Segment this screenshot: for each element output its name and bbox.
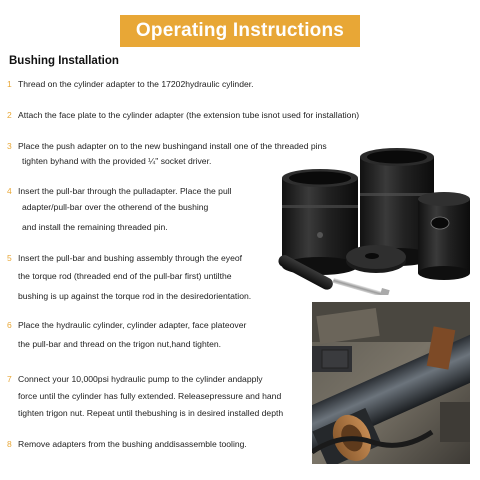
step-number: 2 [7,110,12,120]
step-number: 1 [7,79,12,89]
face-plate [346,245,406,273]
title-banner [120,15,360,47]
step-number: 4 [7,186,12,196]
step-text: Place the push adapter on to the new bushingand install one of the threaded pins [18,141,327,151]
step-text: tighten trigon nut. Repeat until thebushing is in desired installed depth [18,408,284,418]
bushing-tool-set-illustration [268,145,480,295]
step-text: force until the cylinder has fully extended. Releasepressure and hand [18,391,282,401]
page-title: Operating Instructions [135,20,345,41]
step-text: bushing is up against the torque rod in the desiredorientation. [18,291,252,301]
installation-photo [312,302,470,464]
step-text: Connect your 10,000psi hydraulic pump to the cylinder andapply [18,374,263,384]
step-text: Remove adapters from the bushing anddisassemble tooling. [18,439,247,449]
step-text: Insert the pull-bar through the pulladapter. Place the pull [18,186,232,196]
installation-photo-art [312,302,470,464]
step-number: 8 [7,439,12,449]
section-heading: Bushing Installation [9,55,119,67]
step-text: Thread on the cylinder adapter to the 17202hydraulic cylinder. [18,79,254,89]
step-number: 3 [7,141,12,151]
step-text: Place the hydraulic cylinder, cylinder adapter, face plateover [18,320,247,330]
step-text: Insert the pull-bar and bushing assembly through the eyeof [18,253,243,263]
step-text: adapter/pull-bar over the otherend of the bushing [22,202,209,212]
step-text: tighten byhand with the provided ¼" socket driver. [22,156,212,166]
step-number: 6 [7,320,12,330]
step-number: 7 [7,374,12,384]
pull-adapter [418,192,470,280]
step-text: the pull-bar and thread on the trigon nut,hand tighten. [18,339,222,349]
step-text: the torque rod (threaded end of the pull-bar first) untilthe [18,271,232,281]
step-number: 5 [7,253,12,263]
step-text: and install the remaining threaded pin. [22,222,168,232]
step-text: Attach the face plate to the cylinder adapter (the extension tube isnot used for installation) [18,110,360,120]
